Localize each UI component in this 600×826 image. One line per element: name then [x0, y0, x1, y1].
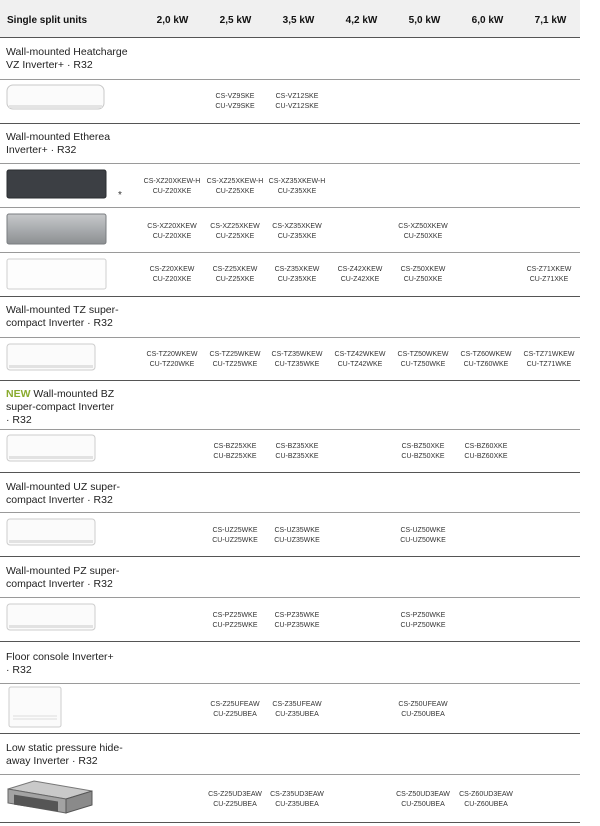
- model-etherea-graphite-2-0kw: CS-XZ20XKEW-H CU-Z20XKE: [143, 178, 201, 195]
- model-tz-2-0kw: CS-TZ20WKEW CU-TZ20WKE: [146, 351, 198, 368]
- column-header-2-0kw: 2,0 kW: [156, 15, 189, 26]
- row-divider: [0, 597, 580, 598]
- column-header-2-5kw: 2,5 kW: [219, 15, 252, 26]
- wall-unit-white-icon: [6, 602, 98, 636]
- row-divider: [0, 641, 580, 642]
- column-header-4-2kw: 4,2 kW: [345, 15, 378, 26]
- model-bz-3-5kw: CS-BZ35XKE CU-BZ35XKE: [275, 443, 319, 460]
- model-etherea-white-3-5kw: CS-Z35XKEW CU-Z35XKE: [274, 266, 320, 283]
- row-divider: [0, 163, 580, 164]
- row-divider: [0, 296, 580, 297]
- model-etherea-graphite-2-5kw: CS-XZ25XKEW-H CU-Z25XKE: [206, 178, 264, 195]
- section-title-floor: Floor console Inverter+ · R32: [6, 651, 114, 676]
- wall-unit-white-icon: [6, 517, 98, 551]
- column-header-3-5kw: 3,5 kW: [282, 15, 315, 26]
- row-divider: [0, 512, 580, 513]
- model-pz-5-0kw: CS-PZ50WKE CU-PZ50WKE: [400, 612, 446, 629]
- section-title-uz: Wall-mounted UZ super- compact Inverter · R32: [6, 481, 120, 506]
- model-tz-6-0kw: CS-TZ60WKEW CU-TZ60WKE: [460, 351, 512, 368]
- model-tz-5-0kw: CS-TZ50WKEW CU-TZ50WKE: [397, 351, 449, 368]
- section-title-pz: Wall-mounted PZ super- compact Inverter · R32: [6, 565, 120, 590]
- model-floor-2-5kw: CS-Z25UFEAW CU-Z25UBEA: [210, 701, 260, 718]
- model-bz-2-5kw: CS-BZ25XKE CU-BZ25XKE: [213, 443, 257, 460]
- model-etherea-white-5-0kw: CS-Z50XKEW CU-Z50XKE: [400, 266, 446, 283]
- column-header-7-1kw: 7,1 kW: [534, 15, 567, 26]
- model-etherea-white-2-5kw: CS-Z25XKEW CU-Z25XKE: [212, 266, 258, 283]
- wall-unit-silver-icon: [6, 212, 108, 248]
- section-title-ducted: Low static pressure hide- away Inverter · R32: [6, 742, 123, 767]
- wall-unit-white-icon: [6, 342, 98, 376]
- table-title: Single split units: [7, 15, 88, 26]
- column-header-6-0kw: 6,0 kW: [471, 15, 504, 26]
- table-header: [0, 0, 580, 38]
- row-divider: [0, 472, 580, 473]
- column-header-5-0kw: 5,0 kW: [408, 15, 441, 26]
- section-title-vz: Wall-mounted Heatcharge VZ Inverter+ · R32: [6, 46, 128, 71]
- row-divider: [0, 380, 580, 381]
- model-pz-2-5kw: CS-PZ25WKE CU-PZ25WKE: [212, 612, 258, 629]
- row-divider: [0, 207, 580, 208]
- row-divider: [0, 123, 580, 124]
- model-uz-2-5kw: CS-UZ25WKE CU-UZ25WKE: [212, 527, 258, 544]
- asterisk-note: *: [118, 190, 122, 201]
- model-floor-3-5kw: CS-Z35UFEAW CU-Z35UBEA: [272, 701, 322, 718]
- section-title-tz: Wall-mounted TZ super- compact Inverter · R32: [6, 304, 119, 329]
- row-divider: [0, 683, 580, 684]
- row-divider: [0, 733, 580, 734]
- floor-console-icon: [8, 686, 64, 730]
- model-tz-4-2kw: CS-TZ42WKEW CU-TZ42WKE: [334, 351, 386, 368]
- model-tz-3-5kw: CS-TZ35WKEW CU-TZ35WKE: [271, 351, 323, 368]
- wall-unit-white-icon: [6, 433, 98, 467]
- section-title-bz: NEW Wall-mounted BZ super-compact Inverter · R32: [6, 388, 115, 426]
- model-etherea-silver-3-5kw: CS-XZ35XKEW CU-Z35XKE: [272, 223, 322, 240]
- model-floor-5-0kw: CS-Z50UFEAW CU-Z50UBEA: [398, 701, 448, 718]
- wall-unit-white-icon: [6, 83, 106, 115]
- model-etherea-silver-2-0kw: CS-XZ20XKEW CU-Z20XKE: [147, 223, 197, 240]
- row-divider: [0, 429, 580, 430]
- ducted-unit-icon: [4, 779, 96, 819]
- section-title-etherea: Wall-mounted Etherea Inverter+ · R32: [6, 131, 111, 156]
- model-vz-2-5kw: CS-VZ9SKE CU-VZ9SKE: [215, 93, 255, 110]
- model-etherea-graphite-3-5kw: CS-XZ35XKEW-H CU-Z35XKE: [268, 178, 326, 195]
- row-divider: [0, 252, 580, 253]
- model-etherea-white-2-0kw: CS-Z20XKEW CU-Z20XKE: [149, 266, 195, 283]
- model-vz-3-5kw: CS-VZ12SKE CU-VZ12SKE: [275, 93, 319, 110]
- wall-unit-white-icon: [6, 257, 108, 293]
- wall-unit-graphite-icon: [6, 168, 108, 202]
- model-bz-5-0kw: CS-BZ50XKE CU-BZ50XKE: [401, 443, 445, 460]
- model-tz-7-1kw: CS-TZ71WKEW CU-TZ71WKE: [523, 351, 575, 368]
- new-badge: NEW: [6, 388, 31, 400]
- model-uz-3-5kw: CS-UZ35WKE CU-UZ35WKE: [274, 527, 320, 544]
- model-uz-5-0kw: CS-UZ50WKE CU-UZ50WKE: [400, 527, 446, 544]
- model-pz-3-5kw: CS-PZ35WKE CU-PZ35WKE: [274, 612, 320, 629]
- model-bz-6-0kw: CS-BZ60XKE CU-BZ60XKE: [464, 443, 508, 460]
- model-etherea-white-7-1kw: CS-Z71XKEW CU-Z71XKE: [526, 266, 572, 283]
- model-tz-2-5kw: CS-TZ25WKEW CU-TZ25WKE: [209, 351, 261, 368]
- row-divider: [0, 774, 580, 775]
- model-etherea-silver-5-0kw: CS-XZ50XKEW CU-Z50XKE: [398, 223, 448, 240]
- row-divider: [0, 79, 580, 80]
- model-etherea-white-4-2kw: CS-Z42XKEW CU-Z42XKE: [337, 266, 383, 283]
- row-divider: [0, 337, 580, 338]
- model-ducted-6-0kw: CS-Z60UD3EAW CU-Z60UBEA: [459, 791, 513, 808]
- row-divider: [0, 556, 580, 557]
- model-ducted-2-5kw: CS-Z25UD3EAW CU-Z25UBEA: [208, 791, 262, 808]
- model-ducted-5-0kw: CS-Z50UD3EAW CU-Z50UBEA: [396, 791, 450, 808]
- model-ducted-3-5kw: CS-Z35UD3EAW CU-Z35UBEA: [270, 791, 324, 808]
- model-etherea-silver-2-5kw: CS-XZ25XKEW CU-Z25XKE: [210, 223, 260, 240]
- row-divider: [0, 822, 580, 823]
